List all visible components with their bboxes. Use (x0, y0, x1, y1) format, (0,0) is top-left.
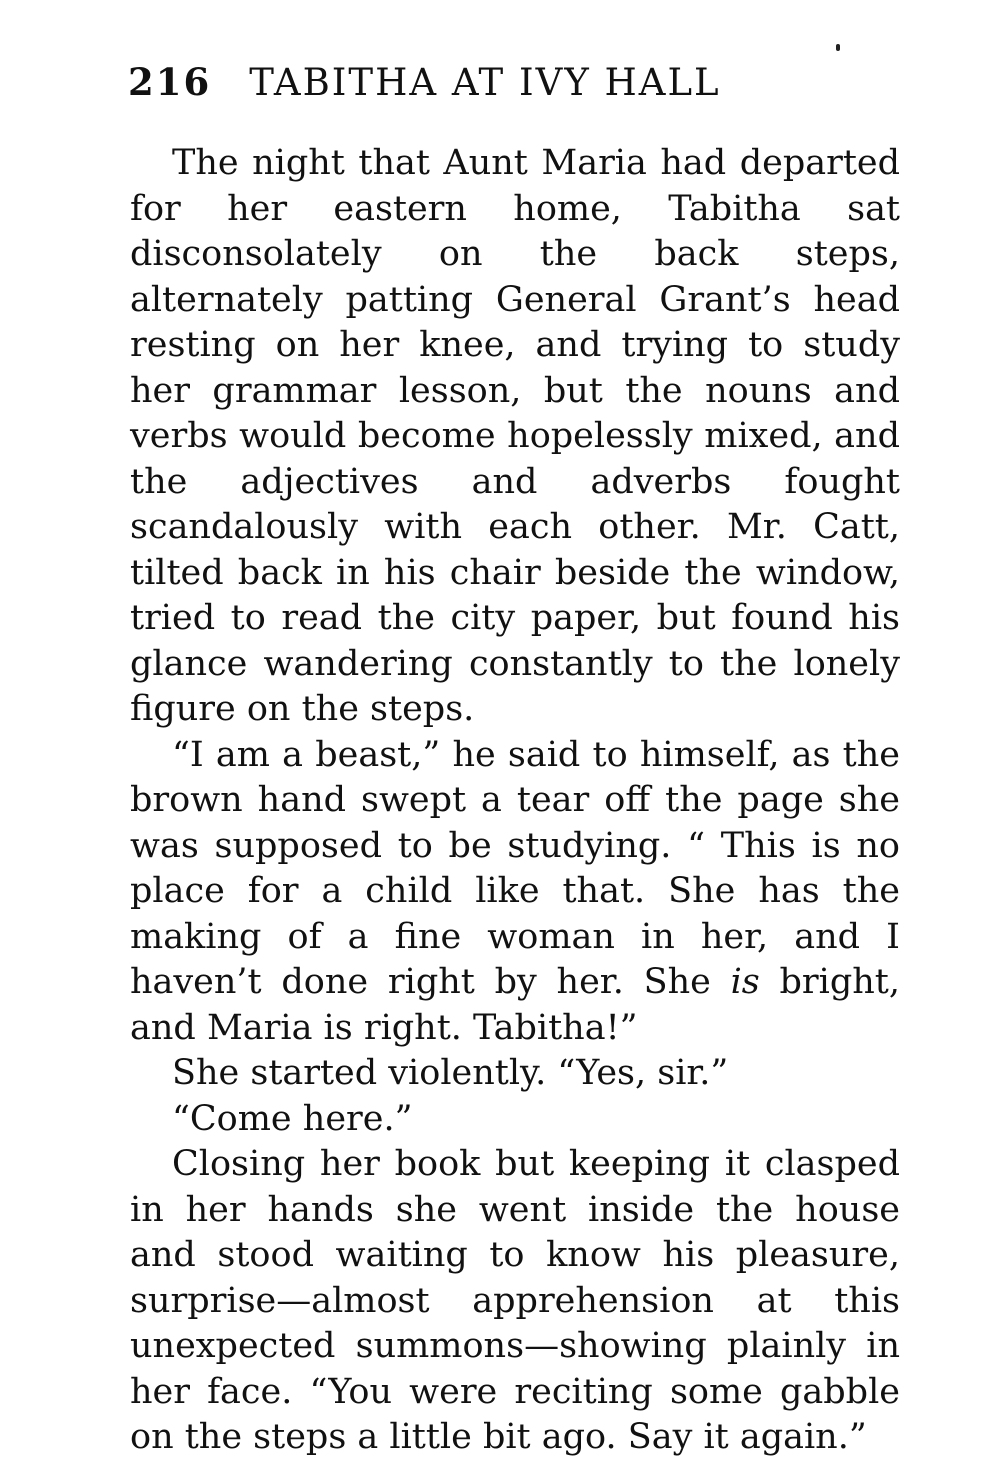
running-head (128, 56, 828, 108)
body-text (130, 141, 900, 1461)
print-speck (836, 44, 840, 51)
paragraph-closing: Closing her book but keeping it clasped in her hands she went inside the house and stood waiting to know his pleasure, surprise—almost apprehension at this unexpected summons—showing plainly in her face. “You were reciting some gabble on the steps a little bit ago. Say it again.” (130, 1144, 900, 1457)
paragraph-beast (130, 733, 900, 1052)
book-title: TABITHA AT IVY HALL (249, 61, 721, 104)
paragraph-beast-after: bright, and Maria is right. Tabitha!” (130, 962, 900, 1048)
paragraph-started: She started violently. “Yes, sir.” (172, 1053, 729, 1093)
paragraph-beast-before: “I am a beast,” he said to himself, as the brown hand swept a tear off the page she was supposed to be studying. “ This is no place for a child like that. She has the making of a fine woman in her, and I haven’t done right by her. She (130, 734, 900, 1002)
emphasis-is: is (730, 962, 760, 1002)
paragraph-departure: The night that Aunt Maria had departed for her eastern home, Tabitha sat disconsolately on the back steps, alternately patting General Grant’s head resting on her knee, and trying to study her grammar lesson, but the nouns and verbs would become hopelessly mixed, and the adjectives and adverbs fought scandalously with each other. Mr. Catt, tilted back in his chair beside the window, tried to read the city paper, but found his glance wandering constantly to the lonely figure on the steps. (130, 143, 900, 729)
paragraph-come-here: “Come here.” (172, 1098, 413, 1139)
page-number: 216 (128, 60, 212, 104)
